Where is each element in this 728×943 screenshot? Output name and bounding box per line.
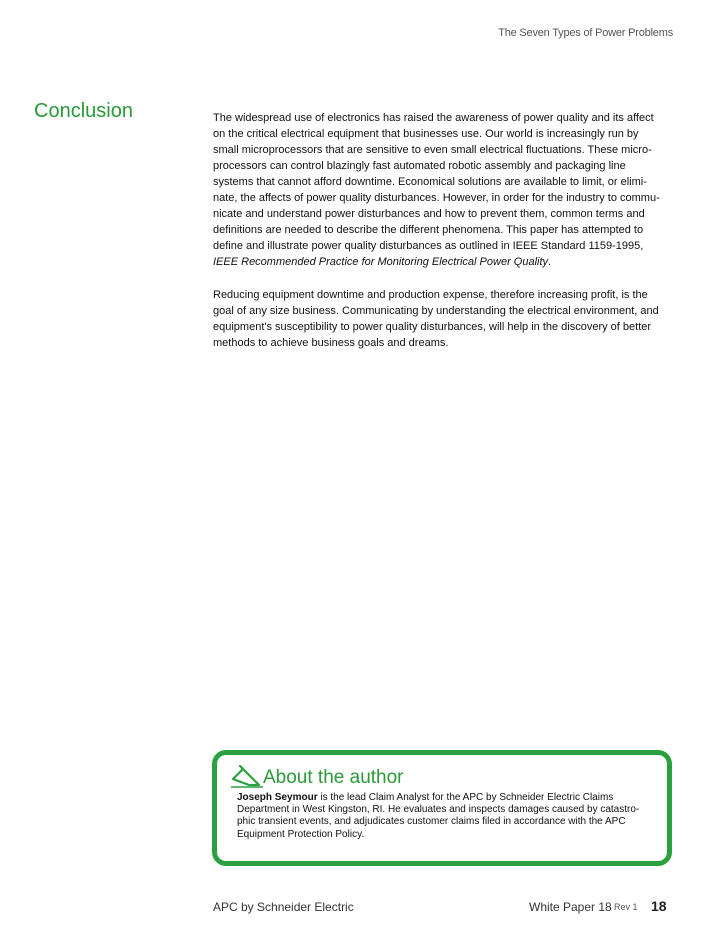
author-bio-line: Department in West Kingston, RI. He evaluates and inspects damages caused by catastro-: [237, 804, 640, 816]
page-number: 18: [651, 898, 667, 914]
author-bio: [237, 792, 657, 841]
text-line: The widespread use of electronics has raised the awareness of power quality and its affect: [213, 112, 654, 124]
footer-revision: Rev 1: [614, 902, 638, 912]
text-line: equipment's susceptibility to power quality disturbances, will help in the discovery of better: [213, 321, 652, 333]
author-name: Joseph Seymour: [237, 792, 318, 803]
standard-title: IEEE Recommended Practice for Monitoring Electrical Power Quality: [213, 256, 549, 268]
about-author-box: [212, 750, 672, 866]
text-line: systems that cannot afford downtime. Economical solutions are available to limit, or elimi-: [213, 176, 647, 188]
sentence-end: .: [548, 256, 552, 268]
text-line: methods to achieve business goals and dreams.: [213, 337, 449, 349]
paragraph-2: [213, 287, 678, 351]
text-line: on the critical electrical equipment that businesses use. Our world is increasingly run by: [213, 128, 639, 140]
text-line: Reducing equipment downtime and production expense, therefore increasing profit, is the: [213, 289, 648, 301]
text-line: nate, the affects of power quality disturbances. However, in order for the industry to commu-: [213, 192, 660, 204]
section-heading: Conclusion: [34, 100, 133, 122]
body-text: [213, 110, 678, 351]
text-line: small microprocessors that are sensitive to even small electrical fluctuations. These micro-: [213, 144, 652, 156]
author-title: About the author: [263, 767, 404, 788]
footer-paper-title: White Paper 18: [529, 900, 612, 914]
pen-icon: [229, 761, 265, 791]
paragraph-1: [213, 110, 678, 270]
text-line: nicate and understand power disturbances and how to prevent them, common terms and: [213, 208, 645, 220]
text-line: goal of any size business. Communicating by understanding the electrical environment, and: [213, 305, 659, 317]
author-bio-line: is the lead Claim Analyst for the APC by Schneider Electric Claims: [317, 792, 614, 803]
text-line: define and illustrate power quality disturbances as outlined in IEEE Standard 1159-1995,: [213, 240, 644, 252]
author-bio-line: phic transient events, and adjudicates customer claims filed in accordance with the APC: [237, 816, 626, 828]
header-title: The Seven Types of Power Problems: [498, 27, 673, 39]
footer-company: APC by Schneider Electric: [213, 900, 354, 914]
text-line: definitions are needed to describe the different phenomena. This paper has attempted to: [213, 224, 644, 236]
author-bio-line: Equipment Protection Policy.: [237, 828, 365, 840]
text-line: processors can control blazingly fast automated robotic assembly and packaging line: [213, 160, 626, 172]
